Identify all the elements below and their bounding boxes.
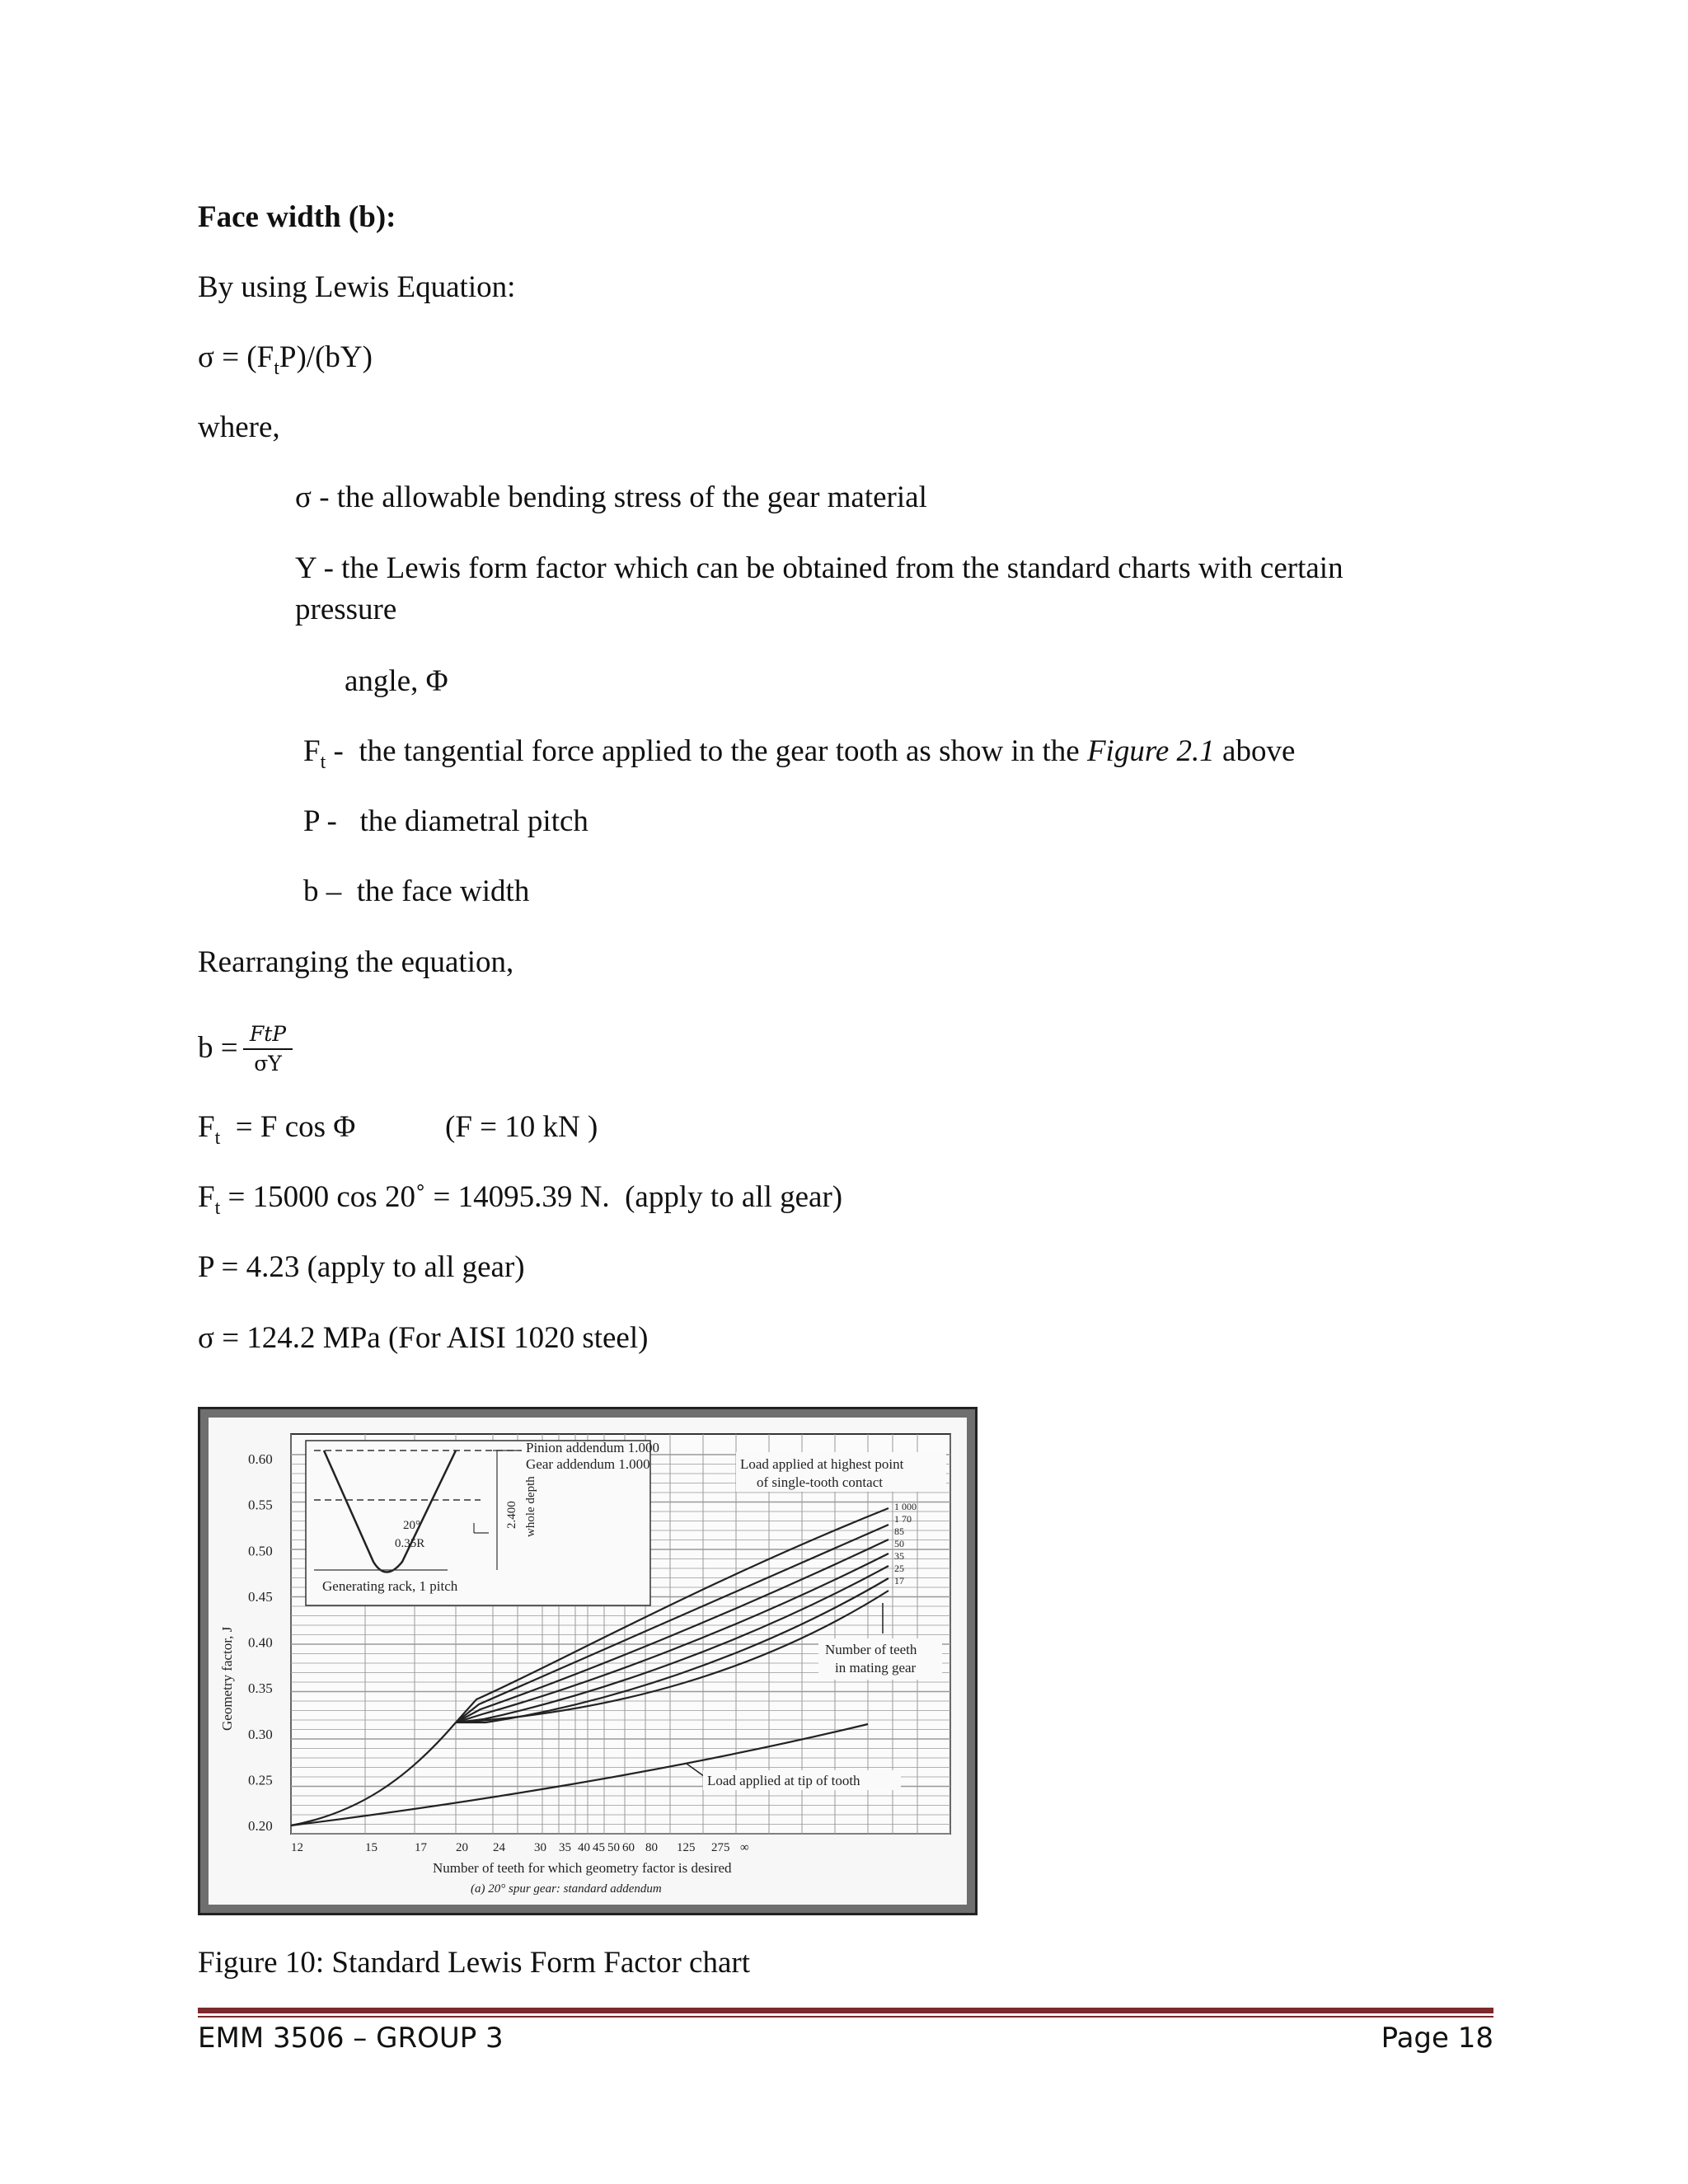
intro-text: By using Lewis Equation: bbox=[198, 270, 516, 304]
p-equation: P = 4.23 (apply to all gear) bbox=[198, 1250, 525, 1284]
lewis-chart-figure bbox=[198, 1407, 978, 1915]
inset-depth-value: 2.400 bbox=[505, 1501, 518, 1529]
section-heading: Face width (b): bbox=[198, 200, 396, 234]
where-text: where, bbox=[198, 410, 280, 444]
b-equation-fraction bbox=[243, 1022, 293, 1076]
sigma-equation: σ = 124.2 MPa (For AISI 1020 steel) bbox=[198, 1321, 649, 1355]
y-tick-label: 0.20 bbox=[248, 1818, 273, 1834]
footer-course: EMM 3506 – GROUP 3 bbox=[198, 2022, 504, 2055]
x-tick-label: 17 bbox=[415, 1841, 427, 1854]
footer-page-number: Page 18 bbox=[1381, 2022, 1493, 2055]
x-tick-label: 30 bbox=[534, 1841, 546, 1854]
ft-symbol: F bbox=[198, 1180, 215, 1214]
mating-value-label: 25 bbox=[894, 1563, 904, 1574]
lewis-equation bbox=[198, 340, 373, 379]
y-tick-labels bbox=[248, 1451, 273, 1834]
ft-subscript: t bbox=[214, 1127, 221, 1149]
fraction-denominator: σY bbox=[254, 1052, 282, 1076]
def-ft bbox=[303, 733, 1295, 773]
label-mating-1: Number of teeth bbox=[825, 1642, 917, 1657]
mating-value-label: 35 bbox=[894, 1550, 904, 1562]
ft-equation-1 bbox=[198, 1109, 355, 1149]
def-ft-after: above bbox=[1214, 734, 1296, 768]
y-tick-label: 0.45 bbox=[248, 1588, 273, 1605]
ft-expression: = 15000 cos 20˚ = 14095.39 N. (apply to all gear) bbox=[220, 1180, 843, 1214]
ft-equation-2 bbox=[198, 1179, 842, 1219]
figure-reference: Figure 2.1 bbox=[1086, 734, 1215, 768]
chart-subcaption: (a) 20° spur gear: standard addendum bbox=[471, 1882, 662, 1896]
inset-angle-label: 20° bbox=[403, 1519, 420, 1532]
x-tick-label: 12 bbox=[291, 1841, 303, 1854]
x-tick-labels bbox=[291, 1841, 749, 1854]
def-y-line3: angle, Φ bbox=[345, 664, 448, 698]
x-tick-label: ∞ bbox=[740, 1841, 749, 1854]
mating-value-label: 85 bbox=[894, 1526, 904, 1537]
x-tick-label: 275 bbox=[711, 1841, 730, 1854]
b-equation-lhs: b = bbox=[198, 1031, 238, 1065]
eq-part: σ = (F bbox=[198, 340, 274, 374]
label-highest-point-2: of single-tooth contact bbox=[757, 1474, 883, 1490]
def-y-line1: Y - the Lewis form factor which can be obtained from the standard charts with certain bbox=[295, 551, 1343, 585]
def-y-line2: pressure bbox=[295, 593, 397, 626]
rearranging-text: Rearranging the equation, bbox=[198, 945, 514, 979]
inset-rack-label: Generating rack, 1 pitch bbox=[322, 1578, 458, 1594]
inset-depth-label: whole depth bbox=[524, 1476, 537, 1537]
x-tick-label: 80 bbox=[645, 1841, 658, 1854]
ft-symbol: F bbox=[198, 1110, 215, 1144]
figure-caption: Figure 10: Standard Lewis Form Factor chart bbox=[198, 1946, 750, 1980]
y-tick-label: 0.55 bbox=[248, 1497, 273, 1513]
mating-value-label: 1 70 bbox=[894, 1513, 912, 1525]
def-ft-symbol: F bbox=[303, 734, 321, 768]
def-b: b – the face width bbox=[303, 874, 530, 908]
ft-subscript: t bbox=[214, 1197, 221, 1219]
force-note: (F = 10 kN ) bbox=[445, 1110, 598, 1144]
fraction-bar bbox=[243, 1048, 293, 1050]
x-tick-label: 15 bbox=[365, 1841, 377, 1854]
def-ft-subscript: t bbox=[320, 752, 326, 773]
footer-rule bbox=[198, 2008, 1493, 2013]
def-sigma: σ - the allowable bending stress of the gear material bbox=[295, 480, 927, 514]
mating-value-label: 50 bbox=[894, 1538, 904, 1549]
lewis-chart-svg bbox=[209, 1418, 967, 1905]
def-ft-text: - the tangential force applied to the gear tooth as show in the bbox=[326, 734, 1087, 768]
mating-value-label: 1 000 bbox=[894, 1501, 917, 1512]
x-tick-label: 20 bbox=[456, 1841, 468, 1854]
mating-value-label: 17 bbox=[894, 1575, 904, 1586]
y-tick-label: 0.50 bbox=[248, 1543, 273, 1559]
inset-pinion-label: Pinion addendum 1.000 bbox=[526, 1440, 659, 1455]
fraction-numerator: FtP bbox=[249, 1022, 287, 1046]
footer-rule-thin bbox=[198, 2016, 1493, 2018]
eq-part: P)/(bY) bbox=[279, 340, 373, 374]
x-tick-label: 50 bbox=[607, 1841, 620, 1854]
x-tick-label: 24 bbox=[493, 1841, 505, 1854]
y-tick-label: 0.25 bbox=[248, 1772, 273, 1788]
ft-expression: = F cos Φ bbox=[220, 1110, 356, 1144]
y-axis-label: Geometry factor, J bbox=[219, 1626, 235, 1731]
label-mating-2: in mating gear bbox=[835, 1660, 917, 1675]
x-tick-label: 45 bbox=[593, 1841, 605, 1854]
y-tick-label: 0.40 bbox=[248, 1634, 273, 1651]
y-tick-label: 0.35 bbox=[248, 1680, 273, 1697]
y-tick-label: 0.30 bbox=[248, 1726, 273, 1742]
y-tick-label: 0.60 bbox=[248, 1451, 273, 1467]
def-p: P - the diametral pitch bbox=[303, 804, 588, 838]
chart-area bbox=[209, 1418, 967, 1905]
eq-subscript: t bbox=[274, 358, 279, 379]
label-tip-load: Load applied at tip of tooth bbox=[707, 1773, 860, 1788]
inset-gear-label: Gear addendum 1.000 bbox=[526, 1456, 650, 1472]
x-tick-label: 35 bbox=[559, 1841, 571, 1854]
x-tick-label: 40 bbox=[578, 1841, 590, 1854]
label-highest-point-1: Load applied at highest point bbox=[740, 1456, 904, 1472]
x-axis-label: Number of teeth for which geometry factor is desired bbox=[433, 1860, 732, 1876]
inset-radius-label: 0.35R bbox=[395, 1537, 425, 1550]
x-tick-label: 60 bbox=[622, 1841, 635, 1854]
x-tick-label: 125 bbox=[677, 1841, 696, 1854]
